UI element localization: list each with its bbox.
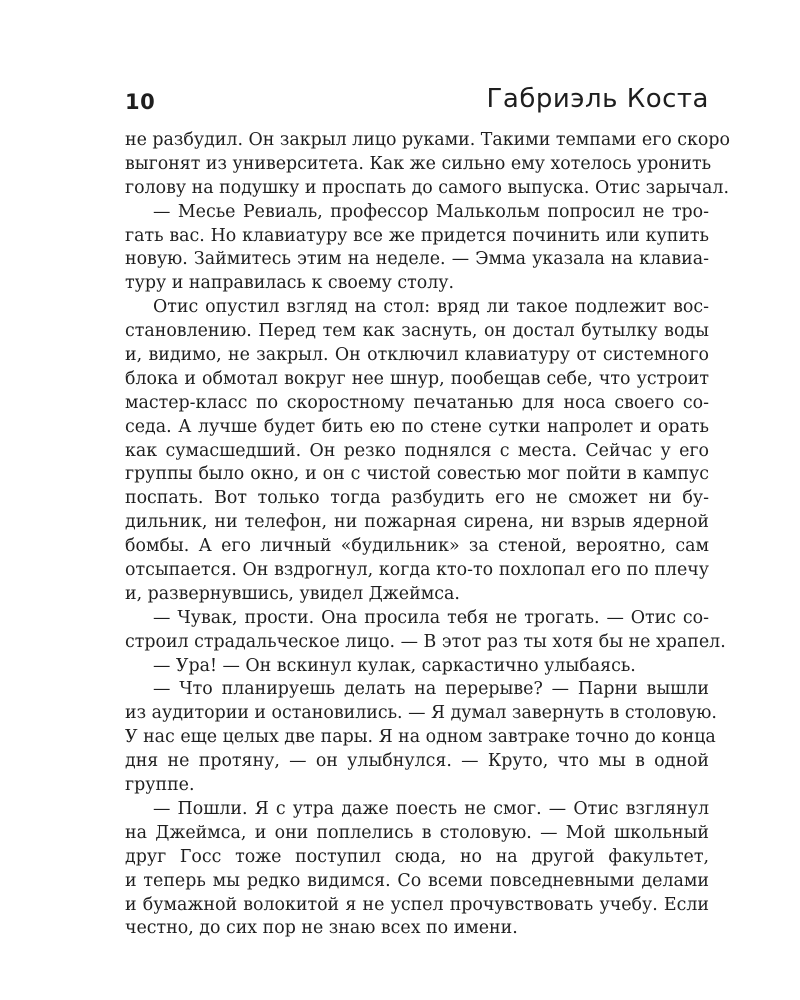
text-line: не разбудил. Он закрыл лицо руками. Такими темпами его скоро	[125, 130, 730, 150]
text-line: — Что планируешь делать на перерыве? — Парни вышли	[153, 679, 709, 700]
text-line: группе.	[125, 775, 195, 796]
text-line: седа. А лучше будет бить ею по стене сутки напролет и орать	[125, 416, 709, 437]
text-line: группы было окно, и он с чистой совестью мог пойти в кампус	[125, 464, 709, 485]
text-line: У нас еще целых две пары. Я на одном завтраке точно до конца	[125, 727, 716, 748]
text-line: поспать. Вот только тогда разбудить его не сможет ни бу-	[125, 488, 709, 509]
text-line: гать вас. Но клавиатуру все же придется починить или купить	[125, 225, 709, 246]
text-line: голову на подушку и проспать до самого выпуска. Отис зарычал.	[125, 177, 729, 198]
text-line: выгонят из университета. Как же сильно ему хотелось уронить	[125, 153, 712, 174]
text-line: и бумажной волокитой я не успел прочувствовать учебу. Если	[125, 894, 709, 915]
text-line: становлению. Перед тем как заснуть, он достал бутылку воды	[125, 321, 709, 342]
text-line: и, видимо, не закрыл. Он отключил клавиатуру от системного	[125, 345, 709, 366]
text-line: и, развернувшись, увидел Джеймса.	[125, 583, 460, 604]
text-line: из аудитории и остановились. — Я думал завернуть в столовую.	[125, 703, 717, 724]
text-line: дильник, ни телефон, ни пожарная сирена, ни взрыв ядерной	[125, 512, 709, 533]
text-line: Отис опустил взгляд на стол: вряд ли такое подлежит вос-	[153, 297, 709, 318]
text-line: — Пошли. Я с утра даже поесть не смог. — Отис взглянул	[153, 798, 709, 819]
page-number: 10	[125, 90, 156, 114]
text-line: и теперь мы редко видимся. Со всеми повседневными делами	[125, 870, 709, 891]
text-line: туру и направилась к своему столу.	[125, 273, 455, 294]
text-line: друг Госс тоже поступил сюда, но на другой факультет,	[125, 846, 709, 867]
text-line: честно, до сих пор не знаю всех по имени.	[125, 918, 518, 939]
body-text	[125, 129, 730, 941]
text-line: на Джеймса, и они поплелись в столовую. — Мой школьный	[125, 822, 709, 843]
book-page	[125, 84, 730, 939]
text-line: как сумасшедший. Он резко поднялся с места. Сейчас у его	[125, 440, 709, 461]
text-line: мастер-класс по скоростному печатанью для носа своего со-	[125, 392, 709, 413]
text-line: отсыпается. Он вздрогнул, когда кто-то похлопал его по плечу	[125, 560, 709, 581]
text-line: дня не протяну, — он улыбнулся. — Круто, что мы в одной	[125, 751, 709, 772]
text-line: — Чувак, прости. Она просила тебя не трогать. — Отис со-	[153, 607, 709, 628]
text-line: бомбы. А его личный «будильник» за стеной, вероятно, сам	[125, 536, 709, 557]
running-head-author: Габриэль Коста	[486, 84, 709, 114]
text-line: новую. Займитесь этим на неделе. — Эмма указала на клавиа-	[125, 249, 709, 270]
page-header	[125, 84, 709, 124]
text-line: — Ура! — Он вскинул кулак, саркастично улыбаясь.	[153, 655, 636, 676]
text-line: блока и обмотал вокруг нее шнур, пообещав себе, что устроит	[125, 368, 709, 389]
text-line: строил страдальческое лицо. — В этот раз ты хотя бы не храпел.	[125, 631, 726, 652]
text-line: — Месье Ревиаль, профессор Малькольм попросил не тро-	[153, 201, 709, 222]
